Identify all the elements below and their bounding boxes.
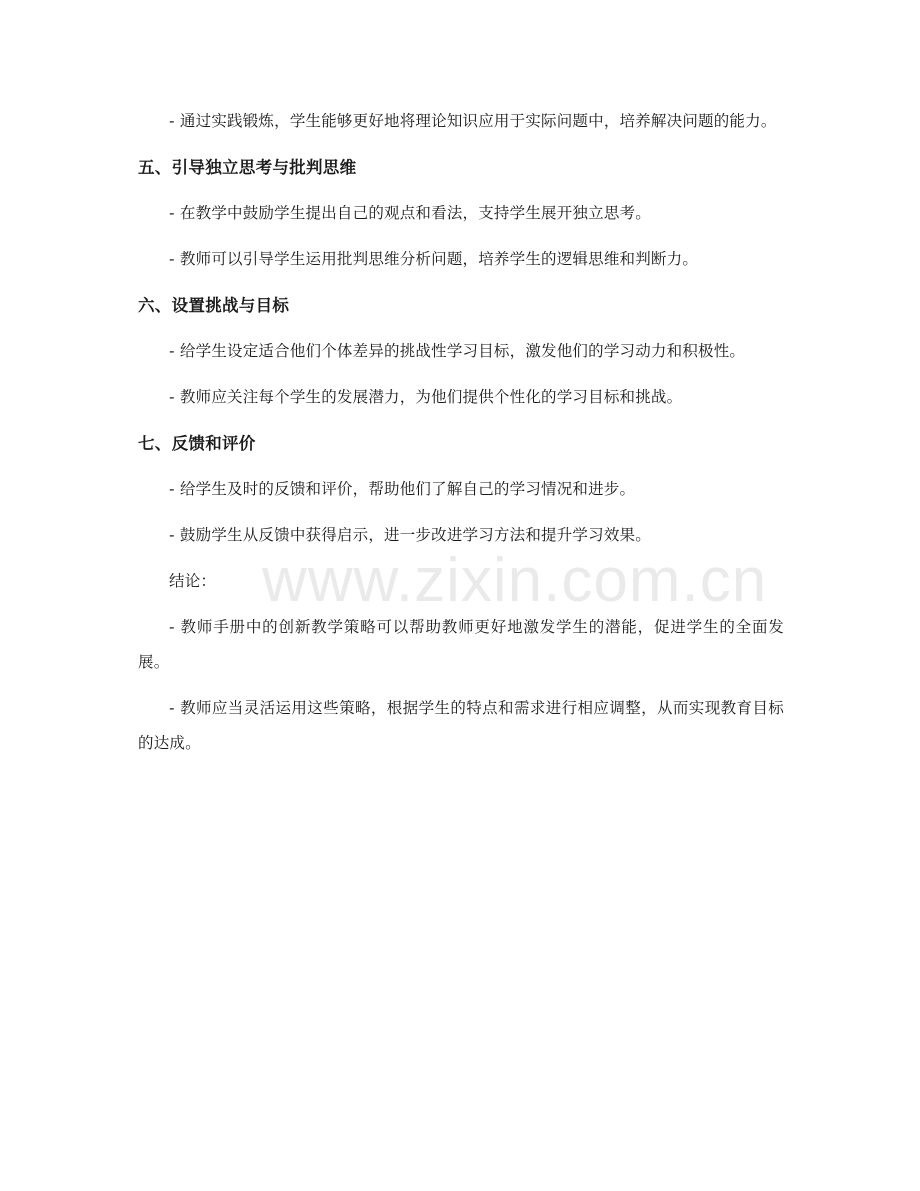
paragraph-challenge-goals: - 给学生设定适合他们个体差异的挑战性学习目标，激发他们的学习动力和积极性。: [169, 342, 746, 360]
conclusion-label: 结论：: [169, 572, 217, 590]
section-heading-6: 六、设置挑战与目标: [138, 296, 290, 315]
paragraph-practice: - 通过实践锻炼，学生能够更好地将理论知识应用于实际问题中，培养解决问题的能力。: [169, 112, 777, 130]
paragraph-personalized-goals: - 教师应关注每个学生的发展潜力，为他们提供个性化的学习目标和挑战。: [169, 388, 683, 406]
paragraph-improvement: - 鼓励学生从反馈中获得启示，进一步改进学习方法和提升学习效果。: [169, 526, 651, 544]
paragraph-conclusion-1: - 教师手册中的创新教学策略可以帮助教师更好地激发学生的潜能，促进学生的全面发展。: [138, 618, 784, 671]
paragraph-conclusion-2: - 教师应当灵活运用这些策略，根据学生的特点和需求进行相应调整，从而实现教育目标的达成。: [138, 699, 784, 752]
paragraph-independent-thinking: - 在教学中鼓励学生提出自己的观点和看法，支持学生展开独立思考。: [169, 204, 651, 222]
section-heading-5: 五、引导独立思考与批判思维: [138, 158, 357, 177]
paragraph-critical-thinking: - 教师可以引导学生运用批判思维分析问题，培养学生的逻辑思维和判断力。: [169, 250, 699, 268]
document-body: [138, 104, 784, 772]
section-heading-7: 七、反馈和评价: [138, 434, 256, 453]
watermark: www.zixin.com.cn: [262, 546, 768, 615]
paragraph-feedback: - 给学生及时的反馈和评价，帮助他们了解自己的学习情况和进步。: [169, 480, 636, 498]
